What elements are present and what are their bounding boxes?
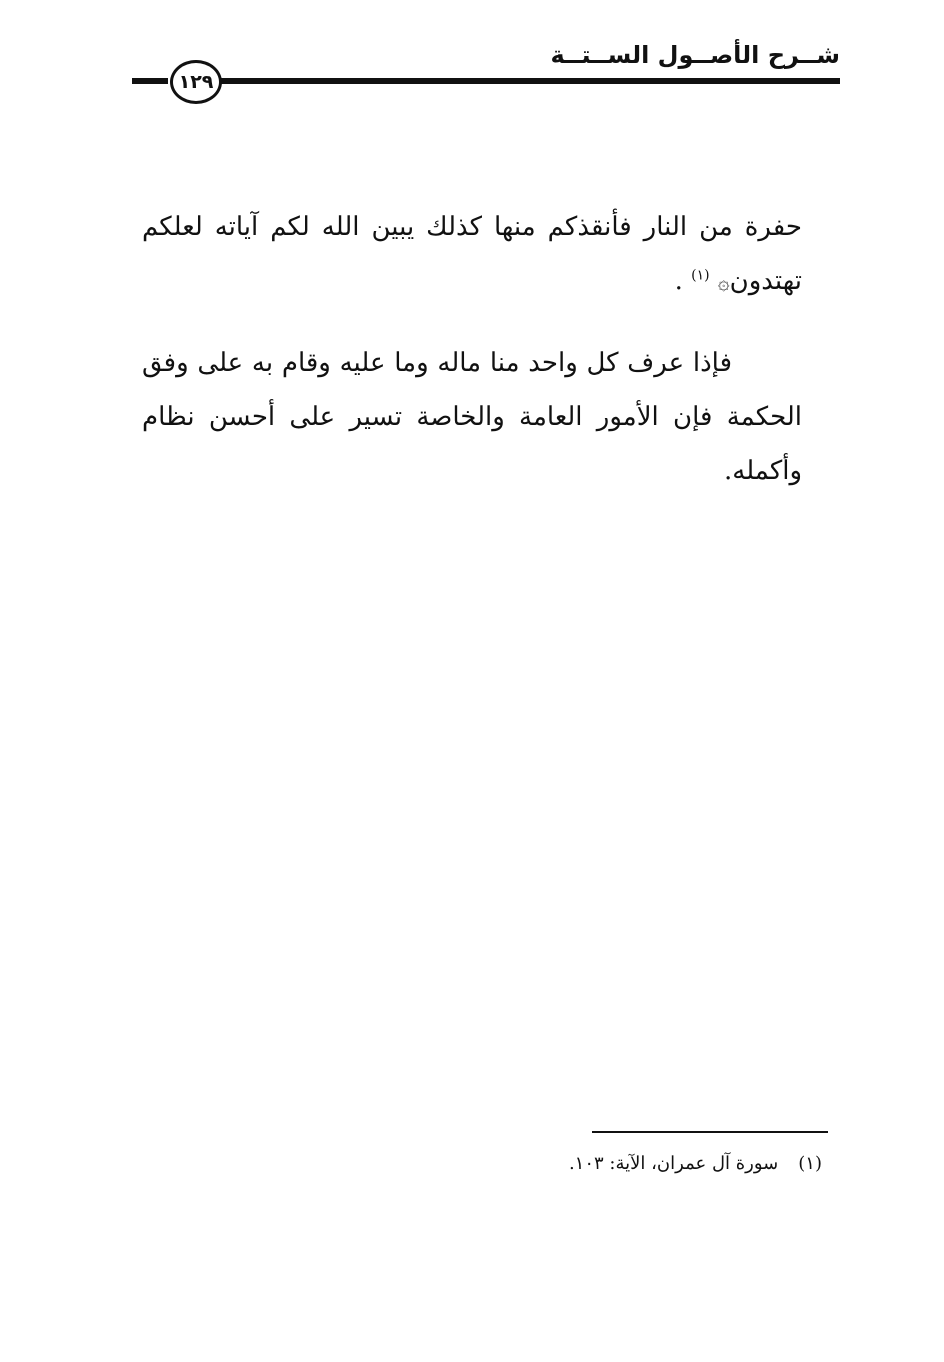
quran-close-ornament: ۞ — [717, 270, 730, 294]
paragraph-1-end: . — [674, 266, 683, 296]
footnote-separator — [592, 1131, 828, 1133]
page-number: ١٢٩ — [170, 60, 222, 104]
paragraph-1-text: حفرة من النار فأنقذكم منها كذلك يبين الله لكم آياته لعلكم تهتدون — [142, 212, 802, 296]
footnote-number: (١) — [798, 1153, 822, 1174]
footnote — [569, 1147, 822, 1181]
header-rule-left — [132, 78, 168, 84]
running-title: شــرح الأصــول الســتــة — [550, 41, 840, 69]
footnote-text: سورة آل عمران، الآية: ١٠٣. — [568, 1153, 779, 1174]
page-header — [132, 40, 840, 100]
header-rule — [220, 78, 840, 84]
paragraph-1 — [142, 200, 802, 309]
footnote-reference: (١) — [691, 267, 710, 284]
paragraph-2: فإذا عرف كل واحد منا ماله وما عليه وقام به على وفق الحكمة فإن الأمور العامة والخاصة تسير على أحسن نظام وأكمله. — [142, 348, 802, 486]
